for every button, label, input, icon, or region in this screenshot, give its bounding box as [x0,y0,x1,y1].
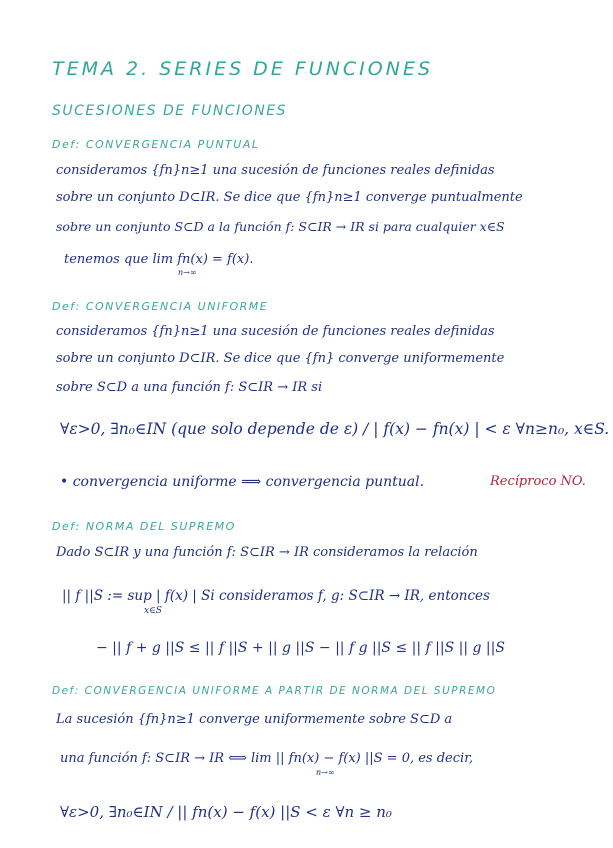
definition-heading-norma: Def: NORMA DEL SUPREMO [52,520,236,533]
section-heading: SUCESIONES DE FUNCIONES [52,103,287,119]
definition-line: sobre un conjunto S⊂D a la función f: S⊂IR → IR si para cualquier x∈S [56,219,505,234]
page-title: TEMA 2. SERIES DE FUNCIONES [52,58,434,80]
definition-line: una función f: S⊂IR → IR ⟺ lim || fn(x) − f(x) ||S = 0, es decir, [60,751,474,766]
definition-line: consideramos {fn}n≥1 una sucesión de funciones reales definidas [56,163,495,178]
definition-line: || f ||S := sup | f(x) | Si consideramos f, g: S⊂IR → IR, entonces [62,588,490,604]
definition-line: La sucesión {fn}n≥1 converge uniformemente sobre S⊂D a [56,712,453,727]
definition-line: consideramos {fn}n≥1 una sucesión de funciones reales definidas [56,324,495,339]
limit-subscript: n→∞ [316,768,335,777]
note-remark: Recíproco NO. [490,474,586,489]
definition-line: sobre un conjunto D⊂IR. Se dice que {fn} converge uniformemente [56,351,505,366]
definition-heading-norma-conv: Def: CONVERGENCIA UNIFORME A PARTIR DE NORMA DEL SUPREMO [52,685,497,697]
definition-line: tenemos que lim fn(x) = f(x). [64,252,254,267]
limit-subscript: n→∞ [178,268,197,277]
definition-heading-uniforme: Def: CONVERGENCIA UNIFORME [52,300,269,313]
definition-line: sobre un conjunto D⊂IR. Se dice que {fn}n≥1 converge puntualmente [56,190,523,205]
note-text: • convergencia uniforme ⟹ convergencia puntual. [60,474,425,490]
sup-subscript: x∈S [144,606,162,616]
definition-heading-puntual: Def: CONVERGENCIA PUNTUAL [52,138,260,151]
formula-line: ∀ε>0, ∃n₀∈IN (que solo depende de ε) / | f(x) − fn(x) | < ε ∀n≥n₀, x∈S. [60,420,610,438]
formula-line: ∀ε>0, ∃n₀∈IN / || fn(x) − f(x) ||S < ε ∀n ≥ n₀ [60,803,392,821]
definition-line: sobre S⊂D a una función f: S⊂IR → IR si [56,380,323,395]
formula-line: − || f + g ||S ≤ || f ||S + || g ||S − || f g ||S ≤ || f ||S || g ||S [96,640,505,656]
definition-line: Dado S⊂IR y una función f: S⊂IR → IR consideramos la relación [56,545,478,560]
